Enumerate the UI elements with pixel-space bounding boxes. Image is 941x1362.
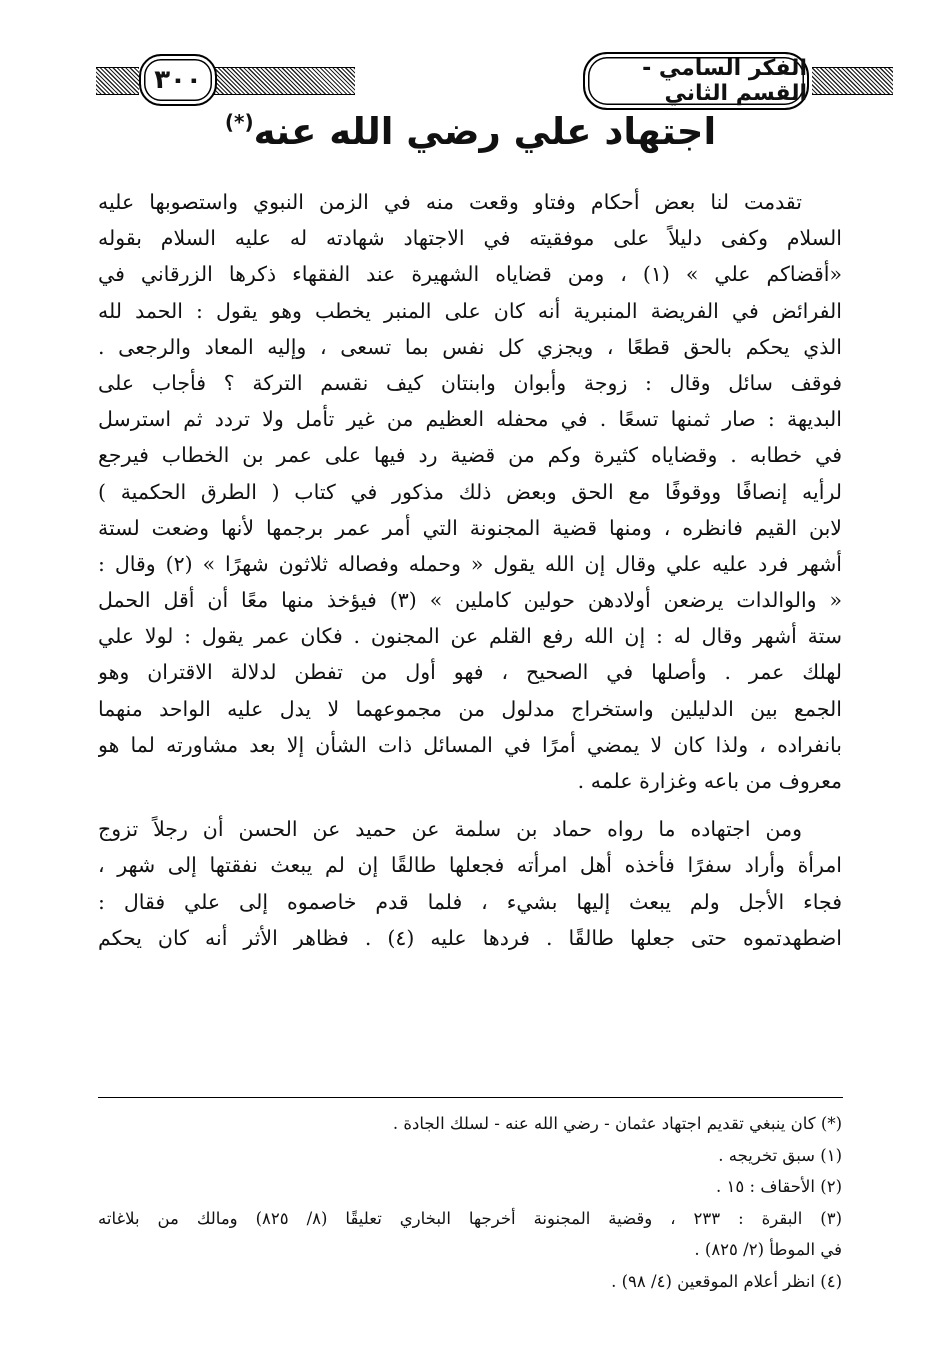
running-header-book-title [583, 52, 809, 110]
text-line: الجمع بين الدليلين واستخراج مدلول من مجموعهما لا يدل عليه الواحد منهما [98, 696, 842, 721]
text-line: البديهة : صار ثمنها تسعًا . في محفله العظيم من غير تأمل ولا تردد ثم استرسل [98, 407, 842, 432]
text-line: معروف من باعه وغزارة علمه . [577, 769, 842, 793]
text-line: فجاء الأجل ولم يبعث إليها بشيء ، فلما قدم خاصموه إلى علي فقال : [98, 889, 842, 914]
text-line: في خطابه . وقضاياه كثيرة وكم من قضية رد فيها على عمر بن الخطاب فيرجع [98, 443, 842, 468]
text-line: ستة أشهر وقال له : إن الله رفع القلم عن المجنون . فكان عمر يقول : لولا علي [98, 624, 842, 649]
footnote-3: (٣) البقرة : ٢٣٣ ، وقضية المجنونة أخرجها البخاري تعليقًا (٨/ ٨٢٥) ومالك من بلاغاته [98, 1208, 842, 1228]
text-line: بانفراده ، ولذا كان لا يمضي أمرًا في المسائل ذات الشأن إلا بعد مشاورته لما هو [98, 732, 842, 757]
header-ornament-right [812, 67, 893, 95]
footnote-star: (*) كان ينبغي تقديم اجتهاد عثمان - رضي الله عنه - لسلك الجادة . [392, 1114, 842, 1133]
section-title-footnote-marker: (*) [224, 110, 254, 134]
text-line: لرأيه إنصافًا ووقوفًا مع الحق وبعض ذلك مذكور في كتاب ( الطرق الحكمية ) [98, 479, 842, 504]
text-line: السلام وكفى دليلاً على موفقيته في الاجتهاد شهادته له عليه السلام بقوله [98, 226, 842, 251]
text-line: لابن القيم فانظره ، ومنها قضية المجنونة التي أمر عمر برجمها لأنها وضعت لستة [98, 515, 842, 540]
footnote-4: (٤) انظر أعلام الموقعين (٤/ ٩٨) . [611, 1271, 842, 1291]
footnotes [98, 1108, 842, 1297]
section-title-text: اجتهاد علي رضي الله عنه [253, 110, 717, 153]
paragraph-2 [98, 811, 842, 956]
text-line: اضطهدتموه حتى جعلها طالقًا . فردها عليه (٤) . فظاهر الأثر أنه كان يحكم [98, 925, 842, 950]
header-ornament-middle [214, 67, 355, 95]
footnote-separator [98, 1097, 843, 1098]
text-line: الفرائض في الفريضة المنبرية أنه كان على المنبر يخطب وهو يقول : الحمد لله [98, 298, 842, 323]
footnote-1: (١) سبق تخريجه . [718, 1145, 842, 1165]
header-ornament-left [96, 67, 139, 95]
text-line: أشهر فرد عليه علي وقال إن الله يقول « وحمله وفصاله ثلاثون شهرًا » (٢) وقال : [98, 551, 842, 576]
page-number: ٣٠٠ [154, 65, 202, 95]
text-line: لهلك عمر . وأصلها في الصحيح ، فهو أول من تفطن لدلالة الاقتران وهو [98, 660, 842, 685]
text-line: فوقف سائل وقال : زوجة وأبوان وابنتان كيف نقسم التركة ؟ فأجاب على [98, 370, 842, 395]
section-title [100, 110, 841, 160]
book-title-text: الفكر السامي - القسم الثاني [642, 56, 807, 106]
text-line: ومن اجتهاده ما رواه حماد بن سلمة عن حميد عن الحسن أن رجلاً تزوج [98, 817, 802, 842]
text-line: امرأة وأراد سفرًا فأخذه أهل امرأته فجعلها طالقًا إن لم يبعث نفقتها إلى شهر ، [98, 853, 842, 878]
text-line: تقدمت لنا بعض أحكام وفتاو وقعت منه في الزمن النبوي واستصوبها عليه [98, 190, 802, 214]
paragraph-1 [98, 184, 842, 799]
page-number-box [139, 54, 217, 106]
text-line: « والوالدات يرضعن أولادهن حولين كاملين » (٣) فيؤخذ منها معًا أن أقل الحمل [98, 588, 842, 613]
footnote-3-continuation: في الموطأ (٢/ ٨٢٥) . [694, 1240, 842, 1259]
main-text [98, 184, 842, 956]
text-line: «أقضاكم علي » (١) ، ومن قضاياه الشهيرة عند الفقهاء ذكرها الزرقاني في [98, 262, 842, 287]
footnote-2: (٢) الأحقاف : ١٥ . [716, 1177, 842, 1196]
text-line: الذي يحكم بالحق قطعًا ، ويجزي كل نفس بما تسعى ، وإليه المعاد والرجعى . [98, 334, 842, 359]
